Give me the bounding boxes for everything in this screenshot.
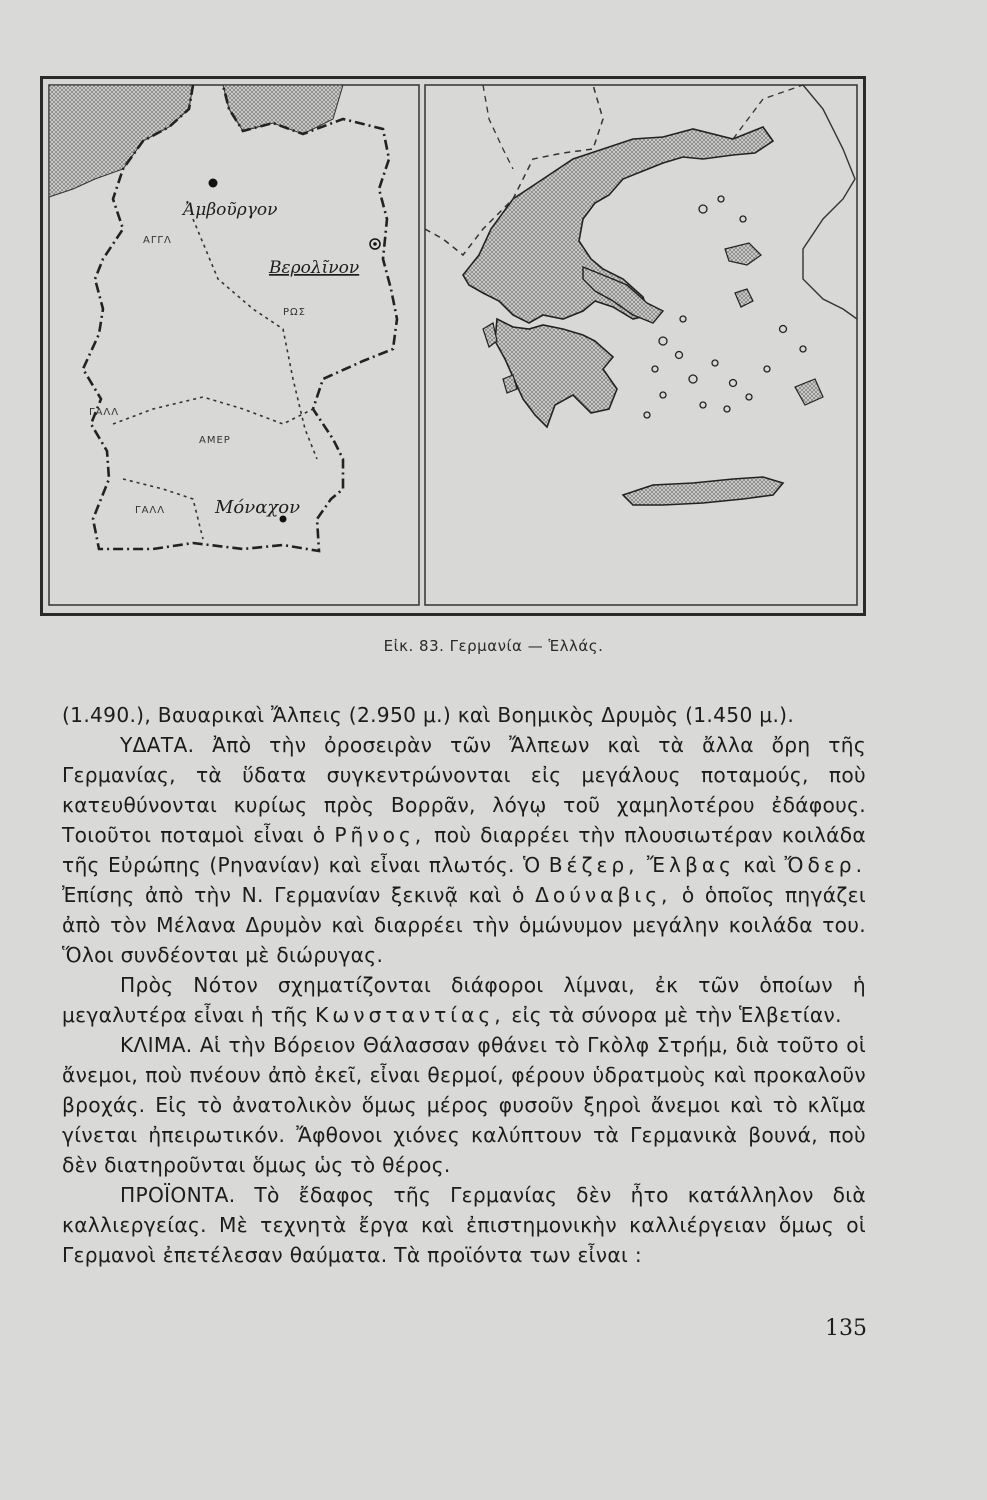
body-text	[62, 700, 866, 1270]
river-oder: Ὄδερ.	[784, 853, 866, 877]
maps-svg	[43, 79, 863, 613]
figure-maps	[40, 76, 866, 616]
city-hamburg: Ἀμβοῦργον	[183, 200, 278, 220]
paragraph-products: ΠΡΟΪΟΝΤΑ. Τὸ ἔδαφος τῆς Γερμανίας δὲν ἦτο κατάλληλον διὰ καλλιεργείας. Μὲ τεχνητὰ ἔργα καὶ ἐπιστημονικὴν καλλιέργειαν ὅμως οἱ Γερμανοὶ ἐπετέλεσαν θαύματα. Τὰ προϊόντα των εἶναι :	[62, 1183, 866, 1267]
heading-products: ΠΡΟΪΟΝΤΑ.	[120, 1183, 236, 1207]
river-danube: Δούναβις,	[535, 883, 672, 907]
page-number: 135	[825, 1316, 867, 1341]
hamburg-marker	[209, 179, 218, 188]
figure-caption: Εἰκ. 83. Γερμανία — Ἑλλάς.	[383, 637, 604, 655]
zone-label-french-2: ΓΑΛΛ	[135, 505, 166, 516]
paragraph-mountains: (1.490.), Βαυαρικαὶ Ἄλπεις (2.950 μ.) καὶ Βοημικὸς Δρυμὸς (1.450 μ.).	[62, 703, 795, 727]
heading-climate: ΚΛΙΜΑ.	[120, 1033, 193, 1057]
zone-label-soviet: ΡΩΣ	[283, 307, 306, 318]
zone-label-british: ΑΓΓΛ	[143, 235, 172, 246]
river-weser: Βέζερ,	[548, 853, 639, 877]
paragraph-climate: ΚΛΙΜΑ. Αἱ τὴν Βόρειον Θάλασσαν φθάνει τὸ Γκὸλφ Στρήμ, διὰ τοῦτο οἱ ἄνεμοι, ποὺ πνέουν ἀπὸ ἐκεῖ, εἶναι θερμοί, φέρουν ὑδρατμοὺς καὶ προκαλοῦν βροχάς. Εἰς τὸ ἀνατολικὸν ὅμως μέρος φυσοῦν ξηροὶ ἄνεμοι καὶ τὸ κλῖμα γίνεται ἠπειρωτικόν. Ἄφθονοι χιόνες καλύπτουν τὰ Γερμανικὰ βουνά, ποὺ δὲν διατηροῦνται ὅμως ὡς τὸ θέρος.	[62, 1033, 866, 1177]
greece-map	[425, 85, 857, 605]
city-berlin: Βερολῖνον	[269, 258, 360, 278]
germany-map	[49, 85, 419, 605]
heading-waters: ΥΔΑΤΑ.	[120, 733, 195, 757]
river-rhine: Ρῆνος,	[334, 823, 426, 847]
zone-label-american: ΑΜΕΡ	[199, 435, 231, 446]
river-elbe: Ἔλβας	[646, 853, 736, 877]
lake-constance: Κωνσταντίας,	[315, 1003, 505, 1027]
paragraph-waters: ΥΔΑΤΑ. Ἀπὸ τὴν ὀροσειρὰν τῶν Ἄλπεων καὶ τὰ ἄλλα ὄρη τῆς Γερμανίας, τὰ ὕδατα συγκεντρώνονται εἰς μεγάλους ποταμούς, ποὺ κατευθύνονται κυρίως πρὸς Βορρᾶν, λόγῳ τοῦ χαμηλοτέρου ἐδάφους. Τοιοῦτοι ποταμοὶ εἶναι ὁ Ρῆνος, ποὺ διαρρέει τὴν πλουσιωτέραν κοιλάδα τῆς Εὐρώπης (Ρηνανίαν) καὶ εἶναι πλωτός. Ὁ Βέζερ, Ἔλβας καὶ Ὄδερ. Ἐπίσης ἀπὸ τὴν Ν. Γερμανίαν ξεκινᾷ καὶ ὁ Δούναβις, ὁ ὁποῖος πηγάζει ἀπὸ τὸν Μέλανα Δρυμὸν καὶ διαρρέει τὴν ὁμώνυμον μεγάλην κοιλάδα του. Ὅλοι συνδέονται μὲ διώρυγας.	[62, 733, 867, 967]
zone-label-french-1: ΓΑΛΛ	[89, 407, 120, 418]
city-munich: Μόναχον	[215, 497, 301, 518]
paragraph-lakes: Πρὸς Νότον σχηματίζονται διάφοροι λίμναι, ἐκ τῶν ὁποίων ἡ μεγαλυτέρα εἶναι ἡ τῆς Κωνσταντίας, εἰς τὰ σύνορα μὲ τὴν Ἑλβετίαν.	[62, 973, 866, 1027]
